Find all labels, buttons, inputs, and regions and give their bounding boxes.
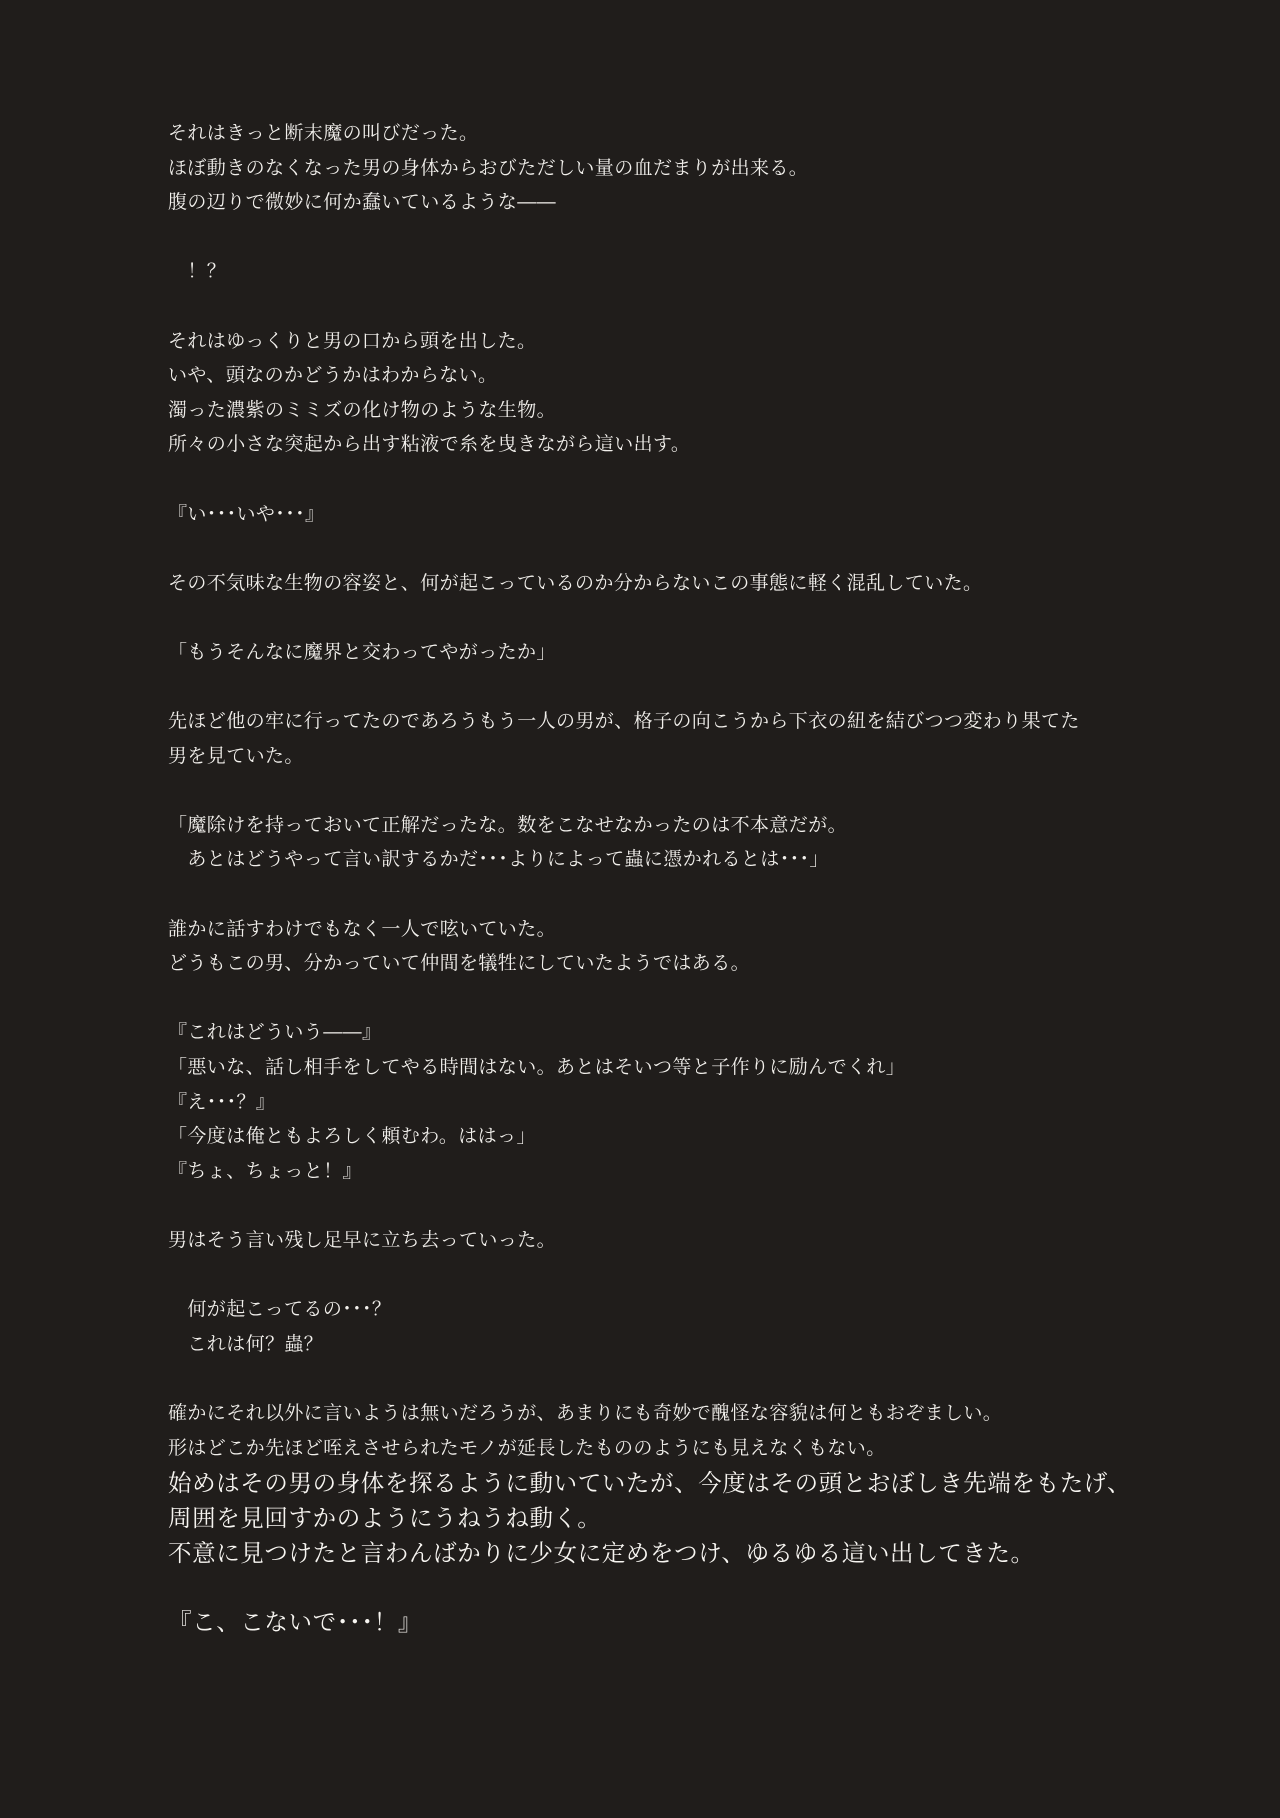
text-line: 『え･･･？』 (168, 1090, 276, 1113)
text-large-line: 『こ、こないで･･･！』 (168, 1608, 422, 1637)
text-line (168, 600, 1168, 635)
text-line: 誰かに話すわけでもなく一人で呟いていた。 (168, 917, 557, 940)
text-line: ほぼ動きのなくなった男の身体からおびただしい量の血だまりが出来る。 (168, 156, 809, 179)
text-line: どうもこの男、分かっていて仲間を犠牲にしていたようではある。 (168, 952, 751, 975)
text-line (168, 220, 1168, 255)
text-line: 何が起こってるの･･･？ (168, 1298, 392, 1321)
text-line (168, 1188, 1168, 1223)
text-line: これは何？蟲？ (168, 1332, 324, 1355)
text-large-line: 始めはその男の身体を探るように動いていたが、今度はその頭とおぼしき先端をもたげ、 (168, 1469, 1132, 1497)
text-large-line: 周囲を見回すかのようにうねうね動く。 (168, 1503, 602, 1532)
text-line: 男はそう言い残し足早に立ち去っていった。 (168, 1229, 557, 1251)
text-line: 「今度は俺ともよろしく頼むわ。ははっ」 (168, 1125, 536, 1148)
text-line (168, 877, 1168, 912)
body-text-large (168, 1466, 1268, 1640)
text-line (168, 1258, 1168, 1293)
text-line (168, 1361, 1168, 1396)
text-line: 「もうそんなに魔界と交わってやがったか」 (168, 640, 556, 663)
text-line: いや、頭なのかどうかはわからない。 (168, 364, 498, 387)
text-line (168, 773, 1168, 808)
text-line: 「悪いな、話し相手をしてやる時間はない。あとはそいつ等と子作りに励んでくれ」 (168, 1056, 906, 1079)
text-line: それはきっと断末魔の叫びだった。 (168, 122, 479, 144)
text-line: 形はどこか先ほど咥えさせられたモノが延長したもののようにも見えなくもない。 (168, 1436, 886, 1459)
text-line: 『ちょ、ちょっと！』 (168, 1159, 363, 1182)
body-text (168, 116, 1168, 1465)
text-line: 所々の小さな突起から出す粘液で糸を曳きながら這い出す。 (168, 433, 691, 456)
text-line: 『これはどういう――』 (168, 1021, 382, 1044)
text-line: それはゆっくりと男の口から頭を出した。 (168, 329, 537, 352)
text-line: 男を見ていた。 (168, 744, 304, 767)
text-line: 濁った濃紫のミミズの化け物のような生物。 (168, 398, 557, 421)
text-line: その不気味な生物の容姿と、何が起こっているのか分からないこの事態に軽く混乱していた。 (168, 571, 983, 594)
text-large-line (168, 1570, 1268, 1605)
text-line: 先ほど他の牢に行ってたのであろうもう一人の男が、格子の向こうから下衣の紐を結びつつ変わり果てた (168, 710, 1080, 733)
text-line: 「魔除けを持っておいて正解だったな。数をこなせなかったのは不本意だが。 (168, 813, 848, 836)
text-line (168, 981, 1168, 1016)
text-line: 腹の辺りで微妙に何か蠢いているような―― (168, 191, 557, 214)
text-line: ！？ (168, 260, 227, 283)
text-large-line: 不意に見つけたと言わんばかりに少女に定めをつけ、ゆるゆる這い出してきた。 (168, 1538, 1035, 1567)
text-line: 確かにそれ以外に言いようは無いだろうが、あまりにも奇妙で醜怪な容貌は何ともおぞましい。 (168, 1401, 1003, 1424)
text-line (168, 289, 1168, 324)
text-line (168, 531, 1168, 566)
text-line (168, 670, 1168, 705)
text-line (168, 462, 1168, 497)
text-line: 『い･･･いや･･･』 (168, 502, 325, 525)
text-line: あとはどうやって言い訳するかだ･･･よりによって蟲に憑かれるとは･･･」 (168, 848, 829, 871)
